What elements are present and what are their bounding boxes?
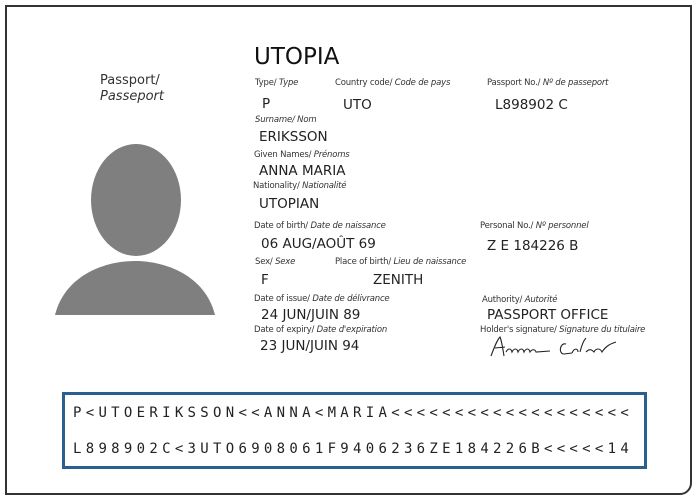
nationality-label: Nationality/ Nationalité	[253, 181, 347, 191]
date-of-issue-label: Date of issue/ Date de délivrance	[254, 294, 390, 304]
nationality-value: UTOPIAN	[259, 196, 320, 212]
authority-label: Authority/ Autorité	[482, 295, 558, 305]
given-names-label: Given Names/ Prénoms	[254, 150, 350, 160]
place-of-birth-value: ZENITH	[373, 272, 424, 288]
personal-no-label: Personal No./ Nº personnel	[480, 221, 589, 231]
date-of-expiry-label: Date of expiry/ Date d'expiration	[254, 325, 388, 335]
mrz-line-1: P<UTOERIKSSON<<ANNA<MARIA<<<<<<<<<<<<<<<<<<<	[73, 405, 634, 421]
holder-signature	[488, 334, 628, 360]
date-of-expiry-value: 23 JUN/JUIN 94	[260, 338, 360, 354]
sex-value: F	[261, 272, 269, 288]
sex-label: Sex/ Sexe	[255, 257, 296, 267]
type-label: Type/ Type	[255, 78, 299, 88]
date-of-birth-value: 06 AUG/AOÛT 69	[261, 236, 376, 252]
document-title-fr: Passeport	[100, 89, 164, 104]
surname-value: ERIKSSON	[259, 129, 328, 145]
personal-no-value: Z E 184226 B	[487, 238, 579, 254]
document-title	[100, 73, 164, 105]
signature-label: Holder's signature/ Signature du titulaire	[480, 325, 646, 335]
mrz-line-2: L898902C<3UTO6908061F9406236ZE184226B<<<<<14	[73, 441, 634, 457]
head-shape	[91, 144, 181, 256]
date-of-birth-label: Date of birth/ Date de naissance	[254, 221, 386, 231]
document-title-en: Passport/	[100, 73, 160, 88]
country-code-label: Country code/ Code de pays	[335, 78, 451, 88]
authority-value: PASSPORT OFFICE	[487, 307, 609, 323]
passport-no-label: Passport No./ Nº de passeport	[487, 78, 609, 88]
country-code-value: UTO	[343, 97, 372, 113]
surname-label: Surname/ Nom	[255, 115, 317, 125]
passport-no-value: L898902 C	[495, 97, 568, 113]
photo-placeholder-icon	[50, 140, 220, 320]
given-names-value: ANNA MARIA	[259, 163, 346, 179]
place-of-birth-label: Place of birth/ Lieu de naissance	[335, 257, 467, 267]
date-of-issue-value: 24 JUN/JUIN 89	[261, 307, 361, 323]
type-value: P	[262, 96, 271, 112]
machine-readable-zone	[62, 392, 647, 469]
shoulders-shape	[55, 261, 215, 315]
issuing-country: UTOPIA	[254, 44, 340, 70]
